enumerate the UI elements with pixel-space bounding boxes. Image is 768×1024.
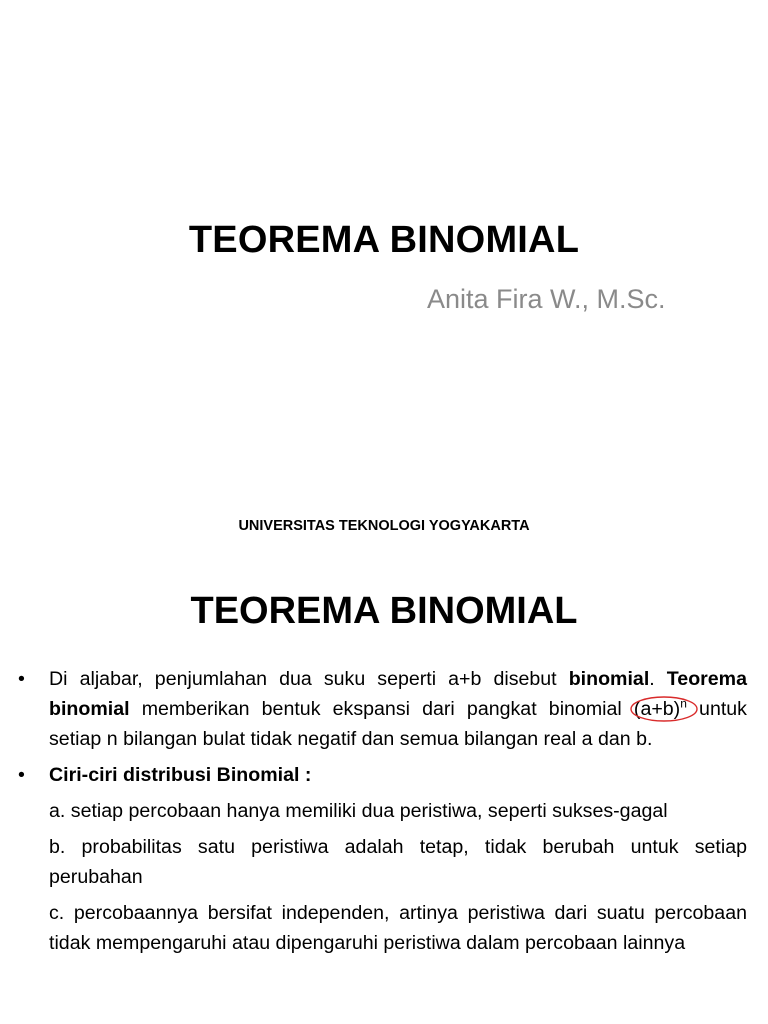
expression: (a+b)	[633, 698, 681, 720]
content-slide	[0, 576, 768, 1024]
text: memberikan bentuk ekspansi dari pangkat binomial	[129, 698, 634, 720]
circled-expression	[634, 694, 687, 724]
text: untuk setiap n bilangan bulat tidak negatif dan semua bilangan real a dan b.	[49, 698, 747, 750]
text: Di aljabar, penjumlahan dua suku seperti a+b disebut	[49, 668, 569, 690]
slide-body	[18, 664, 747, 964]
slide-title: TEOREMA BINOMIAL	[188, 219, 580, 261]
bold-term: Teorema binomial	[49, 668, 748, 720]
author-name: Anita Fira W., M.Sc.	[427, 284, 666, 314]
bullet-characteristics	[18, 760, 747, 790]
bullet-heading: Ciri-ciri distribusi Binomial :	[49, 764, 312, 786]
slide-title: TEOREMA BINOMIAL	[190, 590, 578, 632]
text: .	[649, 668, 667, 690]
bullet-marker: •	[18, 668, 25, 690]
list-item-b: b. probabilitas satu peristiwa adalah tetap, tidak berubah untuk setiap perubahan	[49, 836, 747, 888]
bold-term: binomial	[568, 668, 650, 690]
list-item-a: a. setiap percobaan hanya memiliki dua peristiwa, seperti sukses-gagal	[49, 800, 668, 822]
list-item-c: c. percobaannya bersifat independen, artinya peristiwa dari suatu percobaan tidak mempengaruhi atau dipengaruhi peristiwa dalam percobaan lainnya	[49, 902, 747, 954]
institution-name: UNIVERSITAS TEKNOLOGI YOGYAKARTA	[238, 518, 530, 534]
bullet-definition	[18, 664, 747, 754]
bullet-marker: •	[18, 764, 25, 786]
exponent: n	[680, 696, 687, 711]
